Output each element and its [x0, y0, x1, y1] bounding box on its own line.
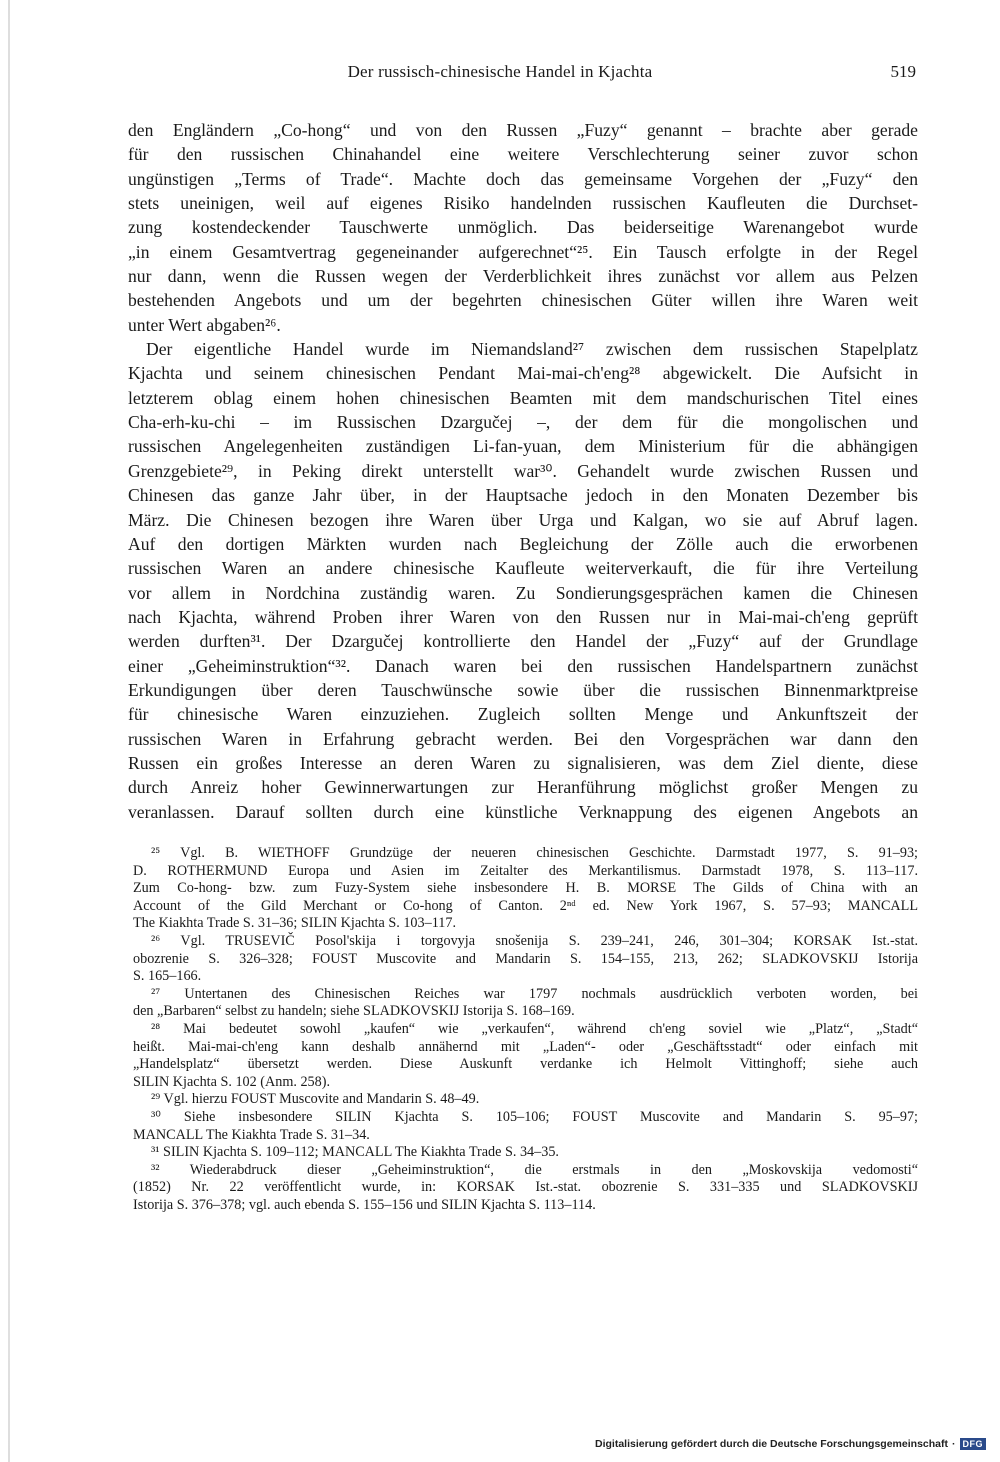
footnote-line: ²⁶ Vgl. TRUSEVIČ Posol'skija i torgovyja snošenija S. 239–241, 246, 301–304; KORSAK Ist.-stat. — [151, 932, 918, 949]
running-header: Der russisch-chinesische Handel in Kjachta — [347, 62, 653, 81]
text-line: Chinesen das ganze Jahr über, in der Hauptsache jedoch in den Monaten Dezember bis — [128, 485, 918, 506]
footnote-line: ³⁰ Siehe insbesondere SILIN Kjachta S. 105–106; FOUST Muscovite and Mandarin S. 95–97; — [151, 1108, 918, 1125]
text-line: russischen Angelegenheiten zuständigen Li-fan-yuan, dem Ministerium für die abhängigen — [128, 436, 918, 457]
text-line: für den russischen Chinahandel eine weitere Verschlechterung seiner zuvor schon — [128, 144, 918, 165]
footnote-line: ²⁷ Untertanen des Chinesischen Reiches war 1797 nochmals ausdrücklich verboten worden, bei — [151, 985, 918, 1002]
page-number: 519 — [890, 62, 916, 81]
text-line: ungünstigen „Terms of Trade“. Machte doch das gemeinsame Vorgehen der „Fuzy“ den — [128, 168, 918, 189]
text-line: russischen Waren in Erfahrung gebracht werden. Bei den Vorgesprächen war dann den — [128, 728, 918, 749]
footnote-line: ²⁸ Mai bedeutet sowohl „kaufen“ wie „verkaufen“, während ch'eng soviel wie „Platz“, „Stadt“ — [151, 1020, 918, 1037]
footnote-line: Zum Co-hong- bzw. zum Fuzy-System siehe insbesondere H. B. MORSE The Gilds of China with an — [133, 880, 918, 897]
footnote-line: (1852) Nr. 22 veröffentlicht wurde, in: KORSAK Ist.-stat. obozrenie S. 331–335 und SLADKOVSKIJ — [133, 1179, 918, 1196]
text-line: Cha-erh-ku-chi – im Russischen Dzargučej –, der dem für die mongolischen und — [128, 412, 918, 433]
footnote-line: D. ROTHERMUND Europa und Asien im Zeitalter des Merkantilismus. Darmstadt 1978, S. 113–117. — [133, 862, 918, 879]
text-line: werden durften³¹. Der Dzargučej kontrollierte den Handel der „Fuzy“ auf der Grundlage — [128, 631, 918, 652]
text-line: letzterem oblag einem hohen chinesischen Beamten mit dem mandschurischen Titel eines — [128, 387, 918, 408]
text-line: veranlassen. Darauf sollten durch eine künstliche Verknappung des eigenen Angebots an — [128, 801, 918, 822]
text-line: stets uneinigen, weil auf eigenes Risiko handelnden russischen Kaufleuten die Durchset- — [128, 193, 918, 214]
credit-text: Digitalisierung gefördert durch die Deutsche Forschungsgemeinschaft — [595, 1438, 948, 1450]
digitization-credit — [595, 1438, 986, 1450]
dfg-logo-icon: DFG — [960, 1438, 987, 1450]
text-line: bestehenden Angebots und um der begehrten chinesischen Güter willen ihre Waren weit — [128, 290, 918, 311]
text-line: „in einem Gesamtvertrag gegeneinander aufgerechnet“²⁵. Ein Tausch erfolgte in der Regel — [128, 241, 918, 262]
text-line: Kjachta und seinem chinesischen Pendant Mai-mai-ch'eng²⁸ abgewickelt. Die Aufsicht in — [128, 363, 918, 384]
main-text — [128, 118, 918, 824]
text-line: unter Wert abgaben²⁶. — [128, 314, 281, 335]
text-line: Grenzgebiete²⁹, in Peking direkt unterstellt war³⁰. Gehandelt wurde zwischen Russen und — [128, 460, 918, 481]
footnote-line: Account of the Gild Merchant or Co-hong of Canton. 2ⁿᵈ ed. New York 1967, S. 57–93; MANCALL — [133, 897, 918, 914]
separator: · — [952, 1438, 956, 1450]
footnote-line: ²⁵ Vgl. B. WIETHOFF Grundzüge der neueren chinesischen Geschichte. Darmstadt 1977, S. 91–93; — [151, 845, 918, 861]
text-line: Erkundigungen über deren Tauschwünsche sowie über die russischen Binnenmarktpreise — [128, 679, 918, 700]
footnote-line: S. 165–166. — [133, 968, 202, 985]
page-edge — [8, 0, 10, 1462]
text-line: nur dann, wenn die Russen wegen der Verderblichkeit ihres zunächst vor allem aus Pelzen — [128, 266, 918, 287]
footnotes — [133, 845, 918, 1214]
text-line: durch Anreiz hoher Gewinnerwartungen zur Heranführung möglichst großer Mengen zu — [128, 777, 918, 798]
footnote-line: den „Barbaren“ selbst zu handeln; siehe SLADKOVSKIJ Istorija S. 168–169. — [133, 1003, 575, 1020]
text-line: Der eigentliche Handel wurde im Niemandsland²⁷ zwischen dem russischen Stapelplatz — [146, 339, 918, 360]
footnote-line: „Handelsplatz“ übersetzt werden. Diese Auskunft verdanke ich Helmolt Vittinghoff; siehe auch — [133, 1056, 918, 1073]
text-line: russischen Waren an andere chinesische Kaufleute weiterverkauft, die für ihre Verteilung — [128, 558, 918, 579]
footnote-line: Istorija S. 376–378; vgl. auch ebenda S. 155–156 und SILIN Kjachta S. 113–114. — [133, 1196, 596, 1213]
footnote-line: ²⁹ Vgl. hierzu FOUST Muscovite and Mandarin S. 48–49. — [151, 1091, 480, 1108]
text-line: zung kostendeckender Tauschwerte unmöglich. Das beiderseitige Warenangebot wurde — [128, 217, 918, 238]
footnote-line: heißt. Mai-mai-ch'eng kann deshalb annähernd mit „Laden“- oder „Geschäftsstadt“ oder einfach mit — [133, 1038, 918, 1055]
footnote-line: SILIN Kjachta S. 102 (Anm. 258). — [133, 1073, 331, 1090]
text-line: einer „Geheiminstruktion“³². Danach waren bei den russischen Handelspartnern zunächst — [128, 655, 918, 676]
footnote-line: obozrenie S. 326–328; FOUST Muscovite and Mandarin S. 154–155, 213, 262; SLADKOVSKIJ Istorija — [133, 950, 918, 967]
footnote-line: ³¹ SILIN Kjachta S. 109–112; MANCALL The Kiakhta Trade S. 34–35. — [151, 1144, 559, 1161]
footnote-line: MANCALL The Kiakhta Trade S. 31–34. — [133, 1126, 370, 1143]
text-line: vor allem in Nordchina zuständig waren. Zu Sondierungsgesprächen kamen die Chinesen — [128, 582, 918, 603]
text-line: Russen ein großes Interesse an deren Waren zu signalisieren, was dem Ziel diente, diese — [128, 752, 918, 773]
text-line: Auf den dortigen Märkten wurden nach Begleichung der Zölle auch die erworbenen — [128, 533, 918, 554]
text-line: nach Kjachta, während Proben ihrer Waren von den Russen nur in Mai-mai-ch'eng geprüft — [128, 606, 918, 627]
footnote-line: ³² Wiederabdruck dieser „Geheiminstruktion“, die erstmals in den „Moskovskija vedomosti“ — [151, 1161, 918, 1178]
text-line: für chinesische Waren einzuziehen. Zugleich sollten Menge und Ankunftszeit der — [128, 704, 918, 725]
text-line: den Engländern „Co-hong“ und von den Russen „Fuzy“ genannt – brachte aber gerade — [128, 120, 918, 140]
footnote-line: The Kiakhta Trade S. 31–36; SILIN Kjachta S. 103–117. — [133, 915, 456, 932]
text-line: März. Die Chinesen bezogen ihre Waren über Urga und Kalgan, wo sie auf Abruf lagen. — [128, 509, 918, 530]
